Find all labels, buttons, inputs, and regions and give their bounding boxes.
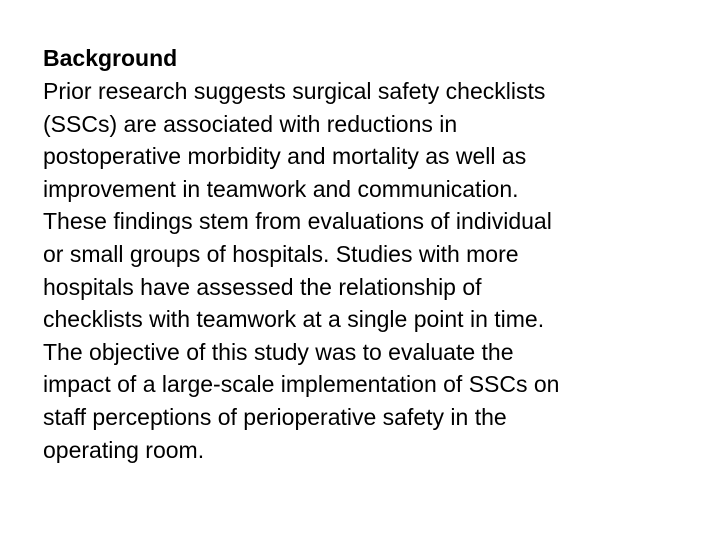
body-line: operating room. bbox=[43, 436, 205, 463]
body-line: improvement in teamwork and communication. bbox=[43, 175, 519, 202]
body-line: These findings stem from evaluations of individual bbox=[43, 208, 552, 235]
body-line: impact of a large-scale implementation of SSCs on bbox=[43, 371, 560, 398]
body-line: hospitals have assessed the relationship of bbox=[43, 273, 482, 300]
body-line: postoperative morbidity and mortality as well as bbox=[43, 143, 527, 170]
body-line: or small groups of hospitals. Studies with more bbox=[43, 240, 519, 267]
body-line: Prior research suggests surgical safety checklists bbox=[43, 78, 546, 104]
body-line: (SSCs) are associated with reductions in bbox=[43, 110, 458, 137]
text-block bbox=[43, 42, 673, 466]
body-line: checklists with teamwork at a single point in time. bbox=[43, 306, 545, 333]
body-paragraph bbox=[43, 75, 673, 466]
body-line: staff perceptions of perioperative safety in the bbox=[43, 403, 507, 430]
section-heading: Background bbox=[43, 45, 178, 71]
body-line: The objective of this study was to evaluate the bbox=[43, 338, 514, 365]
